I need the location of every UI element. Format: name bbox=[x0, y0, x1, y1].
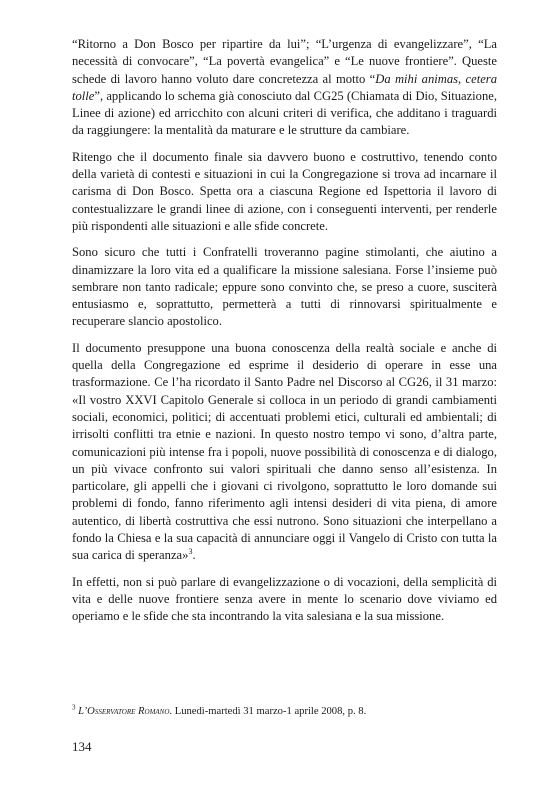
footnote-details: . Lunedì-martedì 31 marzo-1 aprile 2008, p. 8. bbox=[169, 706, 367, 717]
paragraph-5: In effetti, non si può parlare di evangelizzazione o di vocazioni, della semplicità di vita e delle nuove frontiere senza avere in mente lo scenario dove viviamo ed operiamo e le sfide che sta incontrando la vita salesiana e la sua missione. bbox=[72, 574, 497, 624]
footnote-reference[interactable]: 3 bbox=[188, 547, 193, 557]
paragraph-3: Sono sicuro che tutti i Confratelli troveranno pagine stimolanti, che aiutino a dinamizzare la loro vita ed a qualificare la missione salesiana. Forse l’insieme può sembrare non tanto radicale; eppure sono convinto che, se preso a cuore, susciterà entusiasmo e, soprattutto, permetterà a tutti di rinnovarsi spiritualmente e recuperare slancio apostolico. bbox=[72, 245, 497, 329]
footnote bbox=[72, 705, 497, 718]
paragraph-1 bbox=[72, 36, 497, 140]
paragraph-2: Ritengo che il documento finale sia davvero buono e costruttivo, tenendo conto della varietà di contesti e situazioni in cui la Congregazione si trova ad incarnare il carisma di Don Bosco. Spetta ora a ciascuna Regione ed Ispettoria il lavoro di contestualizzare le grandi linee di azione, con i conseguenti interventi, per renderle più rispondenti alle situazioni e alle sfide concrete. bbox=[72, 149, 497, 233]
motto-italic: Da mihi animas, cetera tolle bbox=[72, 71, 497, 103]
footnote-source: L’Osservatore Romano bbox=[78, 706, 170, 717]
page-body bbox=[72, 36, 497, 626]
page-number: 134 bbox=[72, 739, 92, 754]
paragraph-4-end: . bbox=[192, 548, 196, 563]
paragraph-4-text: Il documento presuppone una buona conoscenza della realtà sociale e anche di quella della Congregazione ed esprime il desiderio di operare in esse una trasformazione. Ce l’ha ricordato il Santo Padre nel Discorso al CG26, il 31 marzo: «Il vostro XXVI Capitolo Generale si colloca in un periodo di grandi cambiamenti sociali, economici, politici; di accentuati problemi etici, culturali ed ambientali; di irrisolti conflitti tra etnie e nazioni. In questo nostro tempo vi sono, d’altra parte, comunicazioni più intense fra i popoli, nuove possibilità di conoscenza e di dialogo, un più vivace confronto sui valori spirituali che danno senso all’esistenza. In particolare, gli appelli che i giovani ci rivolgono, soprattutto le loro domande sui problemi di fondo, fanno riferimento agli intensi desideri di vita piena, di amore autentico, di libertà costruttiva che essi nutrono. Sono situazioni che interpellano a fondo la Chiesa e la sua capacità di annunciare oggi il Vangelo di Cristo con tutta la sua carica di speranza» bbox=[72, 340, 497, 563]
paragraph-1-text-start: “Ritorno a Don Bosco per ripartire da lui”; “L’urgenza di evangelizzare”, “La necessità di convocare”, “La povertà evangelica” e “Le nuove frontiere”. Queste schede di lavoro hanno voluto dare concretezza al motto “ bbox=[72, 37, 497, 86]
footnote-number: 3 bbox=[72, 703, 76, 712]
paragraph-1-text-end: ”, applicando lo schema già conosciuto dal CG25 (Chiamata di Dio, Situazione, Linee di azione) ed arricchito con alcuni criteri di verifica, che additano i traguardi da raggiungere: la mentalità da maturare e le strutture da cambiare. bbox=[72, 88, 497, 138]
paragraph-4 bbox=[72, 340, 497, 565]
